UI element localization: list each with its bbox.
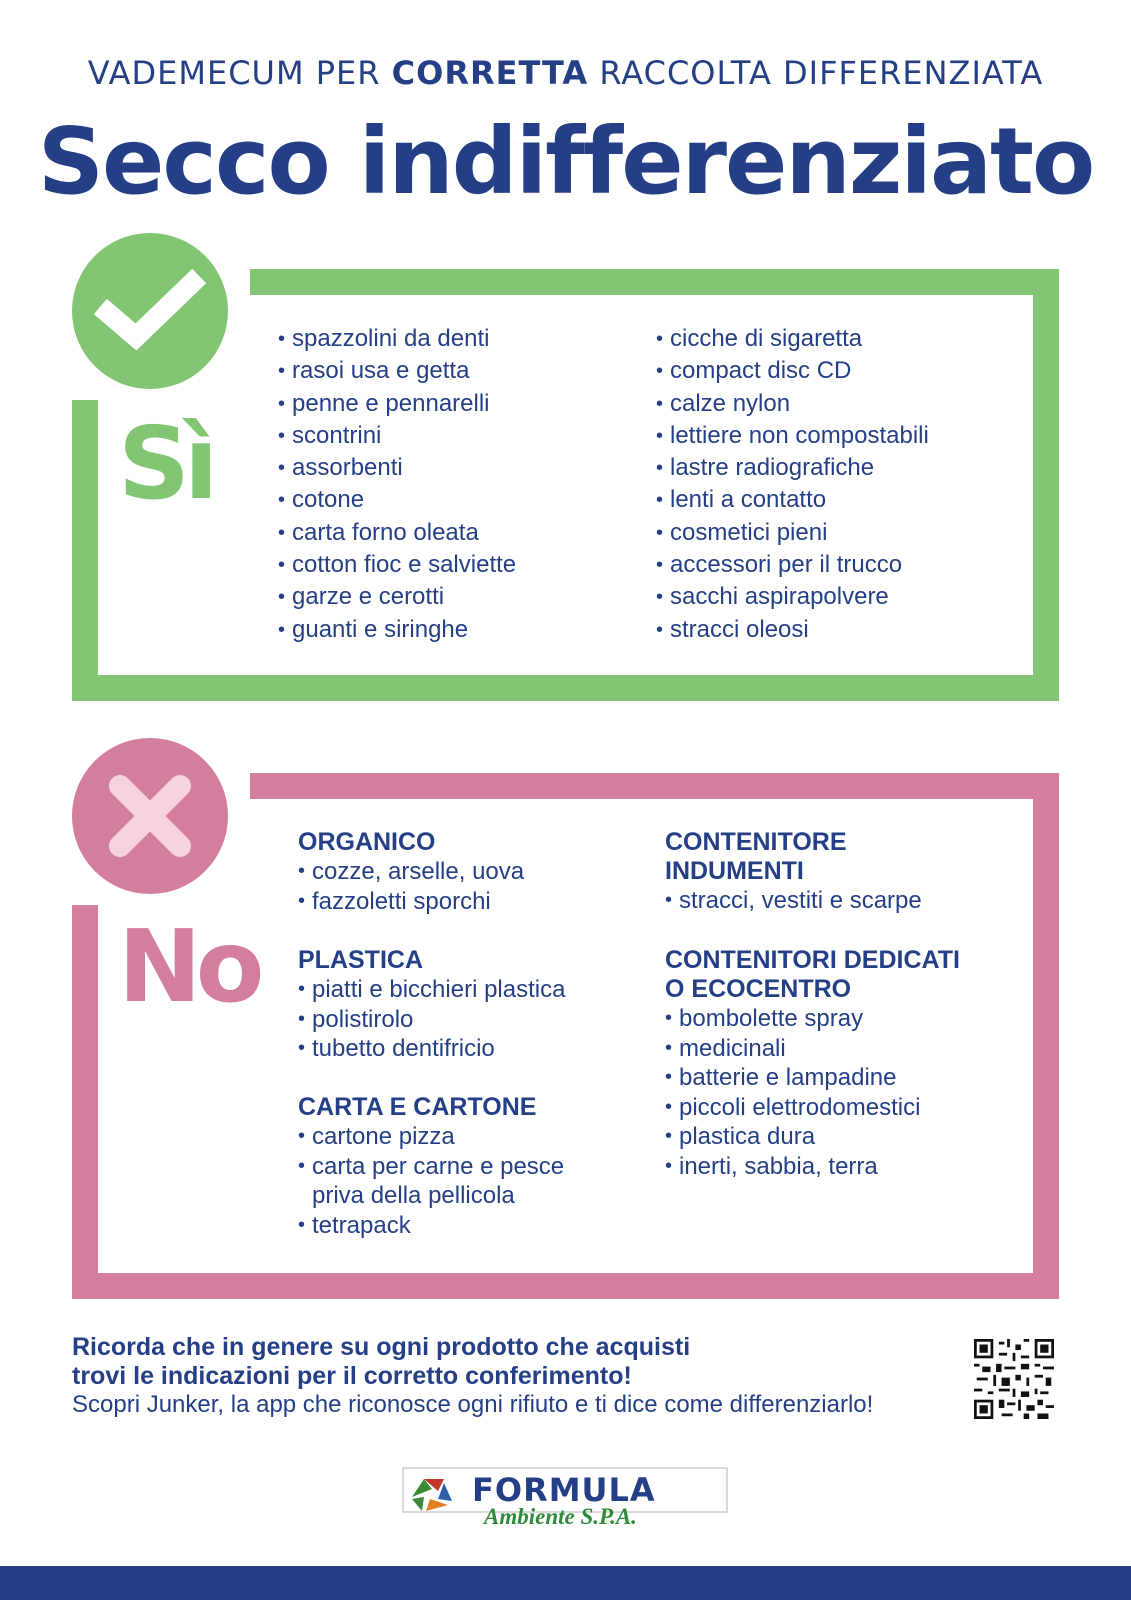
yes-list-item: • lettiere non compostabili [656, 420, 929, 452]
no-list-item: • stracci, vestiti e scarpe [665, 886, 922, 916]
no-list-item: • plastica dura [665, 1122, 960, 1152]
yes-list-item: • rasoi usa e getta [278, 355, 516, 387]
no-group-carta-cartone [298, 1093, 564, 1240]
footer-app-promo: Scopri Junker, la app che riconosce ogni rifiuto e ti dice come differenziarlo! [72, 1391, 874, 1418]
yes-list-item: • stracci oleosi [656, 614, 929, 646]
yes-list-item: • cotton fioc e salviette [278, 549, 516, 581]
no-list-item: • carta per carne e pesce priva della pellicola [298, 1152, 564, 1211]
qr-code-icon[interactable] [974, 1339, 1054, 1419]
no-group-contenitore-indumenti [665, 828, 922, 916]
yes-list-item: • lastre radiografiche [656, 452, 929, 484]
yes-list-column-2 [656, 323, 929, 646]
no-list-item: • fazzoletti sporchi [298, 887, 524, 917]
yes-list-item: • cotone [278, 484, 516, 516]
no-group-contenitori-dedicati [665, 946, 960, 1181]
header-subtitle: VADEMECUM PER CORRETTA RACCOLTA DIFFERENZIATA [87, 54, 1044, 92]
no-list-item: • medicinali [665, 1034, 960, 1064]
no-list-item: • bombolette spray [665, 1004, 960, 1034]
no-list-item: • tubetto dentifricio [298, 1034, 565, 1064]
bottom-bar [0, 1566, 1131, 1600]
group-items [665, 886, 922, 916]
yes-word: Sì [118, 405, 213, 522]
no-list-item: • cozze, arselle, uova [298, 857, 524, 887]
group-title: CARTA E CARTONE [298, 1093, 537, 1121]
no-list-item: • cartone pizza [298, 1122, 564, 1152]
yes-list-column-1 [278, 323, 516, 646]
yes-list-item: • accessori per il trucco [656, 549, 929, 581]
formula-ambiente-logo [402, 1467, 728, 1529]
yes-gap [72, 389, 98, 399]
no-circle [72, 738, 228, 894]
no-gap [72, 894, 98, 904]
group-title: CONTENITORE INDUMENTI [665, 828, 847, 885]
check-icon [72, 233, 228, 389]
group-title: CONTENITORI DEDICATI O ECOCENTRO [665, 946, 960, 1003]
group-items [298, 975, 565, 1064]
svg-text:FORMULA: FORMULA [472, 1471, 656, 1509]
yes-list-item: • lenti a contatto [656, 484, 929, 516]
yes-circle [72, 233, 228, 389]
group-items [298, 857, 524, 916]
x-icon [72, 738, 228, 894]
yes-list-item: • compact disc CD [656, 355, 929, 387]
yes-list-item: • carta forno oleata [278, 517, 516, 549]
no-group-organico [298, 828, 524, 916]
footer-reminder-line-1: Ricorda che in genere su ogni prodotto che acquisti [72, 1333, 691, 1361]
no-list-item: • tetrapack [298, 1211, 564, 1241]
footer-reminder-line-2: trovi le indicazioni per il corretto conferimento! [72, 1362, 632, 1390]
yes-list-item: • garze e cerotti [278, 581, 516, 613]
yes-list-item: • calze nylon [656, 388, 929, 420]
no-list-item: • batterie e lampadine [665, 1063, 960, 1093]
group-items [298, 1122, 564, 1240]
group-items [665, 1004, 960, 1181]
yes-list-item: • spazzolini da denti [278, 323, 516, 355]
no-list-item: • piccoli elettrodomestici [665, 1093, 960, 1123]
no-word: No [118, 908, 259, 1025]
page-title: Secco indifferenziato [37, 108, 1094, 215]
yes-list-item: • penne e pennarelli [278, 388, 516, 420]
group-title: PLASTICA [298, 946, 423, 974]
yes-list-item: • assorbenti [278, 452, 516, 484]
no-list-item: • piatti e bicchieri plastica [298, 975, 565, 1005]
footer-reminder [72, 1333, 972, 1391]
yes-list-item: • scontrini [278, 420, 516, 452]
company-logo [402, 1467, 728, 1529]
no-list-item: • inerti, sabbia, terra [665, 1152, 960, 1182]
yes-list-item: • sacchi aspirapolvere [656, 581, 929, 613]
yes-list-item: • cosmetici pieni [656, 517, 929, 549]
no-list-item: • polistirolo [298, 1005, 565, 1035]
no-group-plastica [298, 946, 565, 1064]
yes-list-item: • cicche di sigaretta [656, 323, 929, 355]
group-title: ORGANICO [298, 828, 436, 856]
yes-list-item: • guanti e siringhe [278, 614, 516, 646]
svg-text:Ambiente S.P.A.: Ambiente S.P.A. [484, 1504, 637, 1529]
